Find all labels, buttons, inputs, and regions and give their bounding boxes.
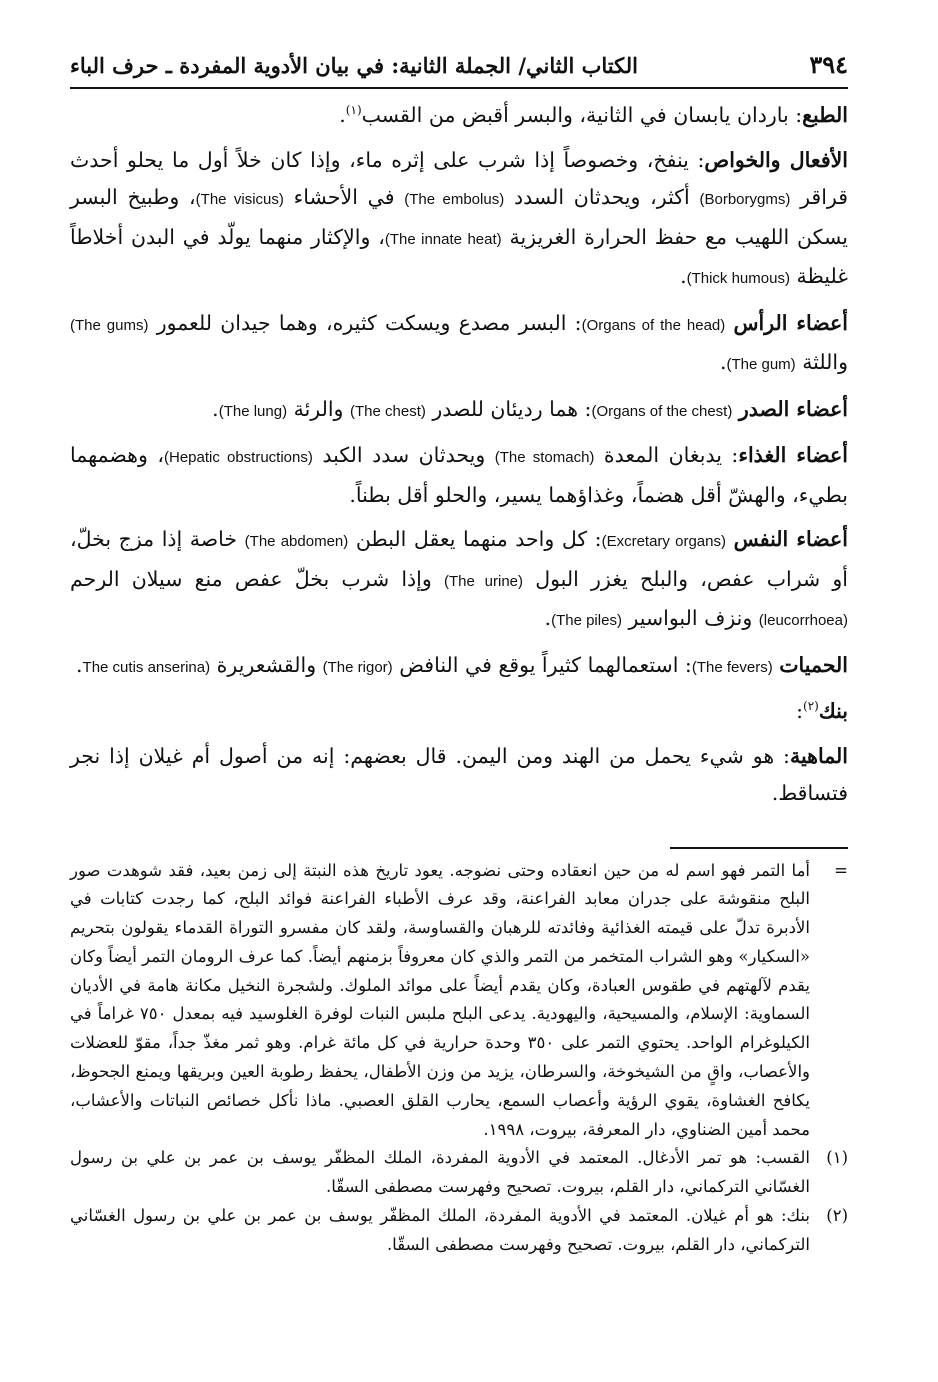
term-heading: أعضاء الصدر bbox=[738, 396, 848, 421]
term-heading: الأفعال والخواص bbox=[704, 147, 849, 172]
main-text bbox=[70, 97, 848, 813]
footnote-ref[interactable]: (١) bbox=[345, 103, 362, 118]
paragraph-essence: الماهية: هو شيء يحمل من الهند ومن اليمن. قال بعضهم: إنه من أصول أم غيلان إذا نجر فتساقط. bbox=[70, 743, 848, 805]
paragraph-fevers: الحميات (The fevers): استعمالهما كثيراً يوقع في النافض (The rigor) والقشعريرة The cutis anserina). bbox=[76, 652, 848, 677]
footnote-text: القسب: هو تمر الأدغال. المعتمد في الأدوية المفردة، الملك المظفّر يوسف بن عمر بن علي بن رسول الغسّاني التركماني، دار القلم، بيروت. تصحيح وفهرست مصطفى السقّا. bbox=[70, 1148, 810, 1197]
footnote-divider bbox=[670, 847, 848, 849]
paragraph-nature: الطبع: باردان يابسان في الثانية، والبسر أقبض من القسب$^{(١)}$. bbox=[339, 103, 848, 127]
paragraph-chest: أعضاء الصدر (Organs of the chest): هما رديئان للصدر (The chest) والرئة (The lung). bbox=[212, 396, 848, 421]
footnote-mark: (١) bbox=[826, 1148, 848, 1168]
footnote-2 bbox=[70, 1202, 848, 1260]
term-heading: أعضاء الرأس bbox=[733, 310, 848, 335]
paragraph-nutrition: أعضاء الغذاء: يدبغان المعدة (The stomach) ويحدثان سدد الكبد (Hepatic obstructions)، وهضمهما بطيء، والهشّ أقل هضماً، وغذاؤهما يسير، والحلو أقل بطناً. bbox=[70, 443, 848, 507]
paragraph-head: أعضاء الرأس (Organs of the head): البسر مصدع ويسكت كثيره، وهما جيدان للعمور (The gums) واللثة (The gum). bbox=[70, 310, 848, 374]
term-heading: الحميات bbox=[779, 652, 848, 677]
footnote-mark: = bbox=[834, 860, 848, 880]
term-heading: أعضاء الغذاء bbox=[738, 443, 848, 467]
entry-heading-bonk: بنك$^{(٢)}$: bbox=[796, 699, 848, 723]
footnote-text: أما التمر فهو اسم له من حين انعقاده وحتى نضوجه. يعود تاريخ هذه النبتة إلى زمن بعيد، فقد شوهدت صور البلح منقوشة على جدران معابد الفراعنة، وقد عرف الأطباء الفراعنة فوائد البلح، كما رجدت كتابات في الأدبرة تدلّ على قيمته الغذائية وفائدته للرهبان والقساوسة، ولقد كان مفسرو التوراة القدماء يقولون بتحريم «السكيار» وهو الشراب المتخمر من التمر والذي كان معروفاً بزمنهم أيضاً. كما عرف الرومان التمر أيضاً وكان يقدم لآلهتهم في طقوس العبادة، وكان يقدم أيضاً على موائد الملوك. ولشجرة النخيل مكانة هامة في الأديان السماوية: الإسلام، والمسيحية، واليهودية. يدعى البلح ملبس النبات لوفرة الغلوسيد فيه بمعدل ٧٥٠ غراماً في الكيلوغرام الواحد. يحتوي التمر على ٣٥٠ وحدة حرارية في كل مائة غرام. وهو ثمر مغذّ جداً، مقوّ للعضلات والأعصاب، واقٍ من الشيخوخة، والسرطان، يزيد من وزن الأطفال، يحفظ رطوبة العين وبريقها ويمنع الجحوظ، يكافح الغشاوة، يقوي الرؤية وأعصاب السمع، يحارب القلق العصبي. ماذا نأكل خصائص النباتات والأعشاب، محمد أمين الضناوي، دار المعرفة، بيروت، ١٩٩٨. bbox=[70, 860, 811, 1139]
paragraph-excretory: أعضاء النفس (Excretary organs): كل واحد منهما يعقل البطن (The abdomen) خاصة إذا مزج بخلّ، أو شراب عفص، والبلح يغزر البول (The urine) وإذا شرب بخلّ عفص منع سيلان الرحم (leucorrhoea) ونزف البواسير (The piles). bbox=[70, 527, 848, 630]
term-heading: بنك bbox=[818, 699, 848, 723]
footnote-continued bbox=[70, 857, 848, 1145]
page bbox=[70, 50, 848, 1260]
term-heading: الطبع bbox=[802, 103, 848, 127]
paragraph-actions: الأفعال والخواص: ينفخ، وخصوصاً إذا شرب على إثره ماء، وإذا كان خلاً أول ما يحلو أحدث قراقر (Borborygms) أكثر، ويحدثان السدد (The embolus) في الأحشاء (The visicus)، وطبيخ البسر يسكن اللهيب مع حفظ الحرارة الغريزية (The innate heat)، والإكثار منهما يولّد في البدن أخلاطاً غليظة (Thick humous). bbox=[70, 147, 849, 288]
footnote-mark: (٢) bbox=[826, 1206, 848, 1226]
footnote-1 bbox=[70, 1144, 848, 1202]
running-header bbox=[70, 50, 848, 89]
header-title: الكتاب الثاني/ الجملة الثانية: في بيان الأدوية المفردة ـ حرف الباء bbox=[70, 53, 638, 78]
term-heading: أعضاء النفس bbox=[733, 527, 848, 551]
footnotes bbox=[70, 857, 848, 1260]
footnote-ref[interactable]: (٢) bbox=[803, 699, 819, 714]
page-number: ٣٩٤ bbox=[809, 50, 848, 79]
term-heading: الماهية bbox=[789, 743, 848, 768]
footnote-text: بنك: هو أم غيلان. المعتمد في الأدوية المفردة، الملك المظفّر يوسف بن عمر بن علي بن رسول الغسّاني التركماني، دار القلم، بيروت. تصحيح وفهرست مصطفى السقّا. bbox=[70, 1206, 810, 1254]
